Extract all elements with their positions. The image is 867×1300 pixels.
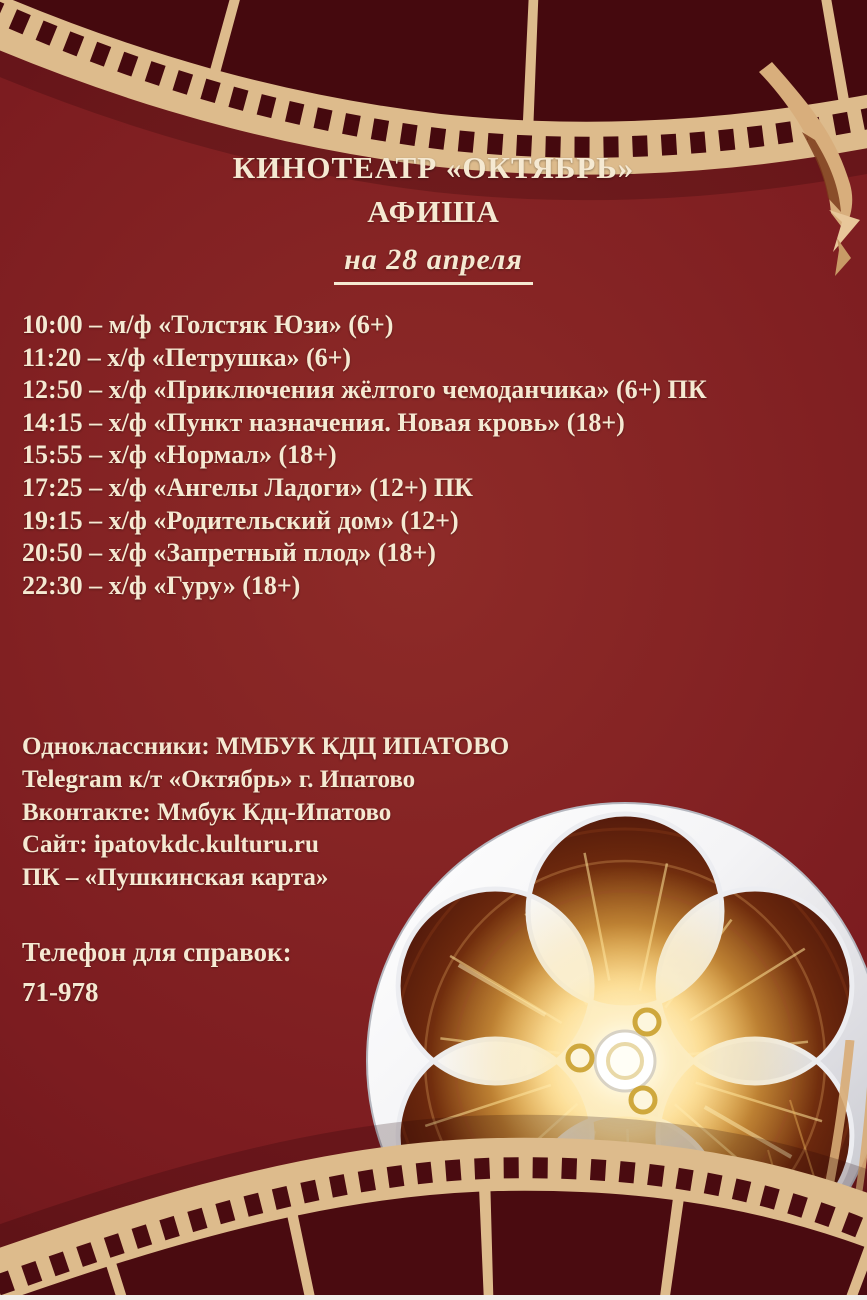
phone-number: 71-978: [22, 977, 99, 1007]
schedule-item: 14:15 – х/ф «Пункт назначения. Новая кровь» (18+): [22, 407, 625, 437]
contacts-list: [22, 731, 582, 895]
pushkin-card-note: ПК – «Пушкинская карта»: [22, 864, 329, 892]
contact-vkontakte: Вконтакте: Ммбук Кдц-Ипатово: [22, 798, 392, 826]
schedule-item: 11:20 – х/ф «Петрушка» (6+): [22, 342, 352, 372]
contact-website: Сайт: ipatovkdc.kulturu.ru: [22, 831, 319, 859]
schedule-list: [22, 309, 852, 602]
schedule-item: 12:50 – х/ф «Приключения жёлтого чемоданчика» (6+) ПК: [22, 375, 707, 405]
date-heading: на 28 апреля: [334, 243, 533, 285]
phone-block: [22, 932, 442, 1012]
film-strip-bottom-icon: [0, 1040, 867, 1300]
poster-header: [0, 146, 867, 234]
schedule-item: 17:25 – х/ф «Ангелы Ладоги» (12+) ПК: [22, 472, 474, 502]
schedule-item: 20:50 – х/ф «Запретный плод» (18+): [22, 538, 436, 568]
schedule-item: 15:55 – х/ф «Нормал» (18+): [22, 440, 337, 470]
contact-telegram: Telegram к/т «Октябрь» г. Ипатово: [22, 765, 416, 793]
schedule-item: 10:00 – м/ф «Толстяк Юзи» (6+): [22, 310, 394, 339]
cinema-title: КИНОТЕАТР «ОКТЯБРЬ»: [232, 150, 635, 185]
date-heading-wrap: [0, 243, 867, 285]
page-bottom-edge: [0, 1295, 867, 1300]
schedule-item: 19:15 – х/ф «Родительский дом» (12+): [22, 505, 459, 535]
contact-odnoklassniki: Одноклассники: ММБУК КДЦ ИПАТОВО: [22, 733, 510, 760]
phone-label: Телефон для справок:: [22, 937, 292, 967]
schedule-item: 22:30 – х/ф «Гуру» (18+): [22, 570, 301, 600]
poster-heading: АФИША: [367, 194, 500, 229]
